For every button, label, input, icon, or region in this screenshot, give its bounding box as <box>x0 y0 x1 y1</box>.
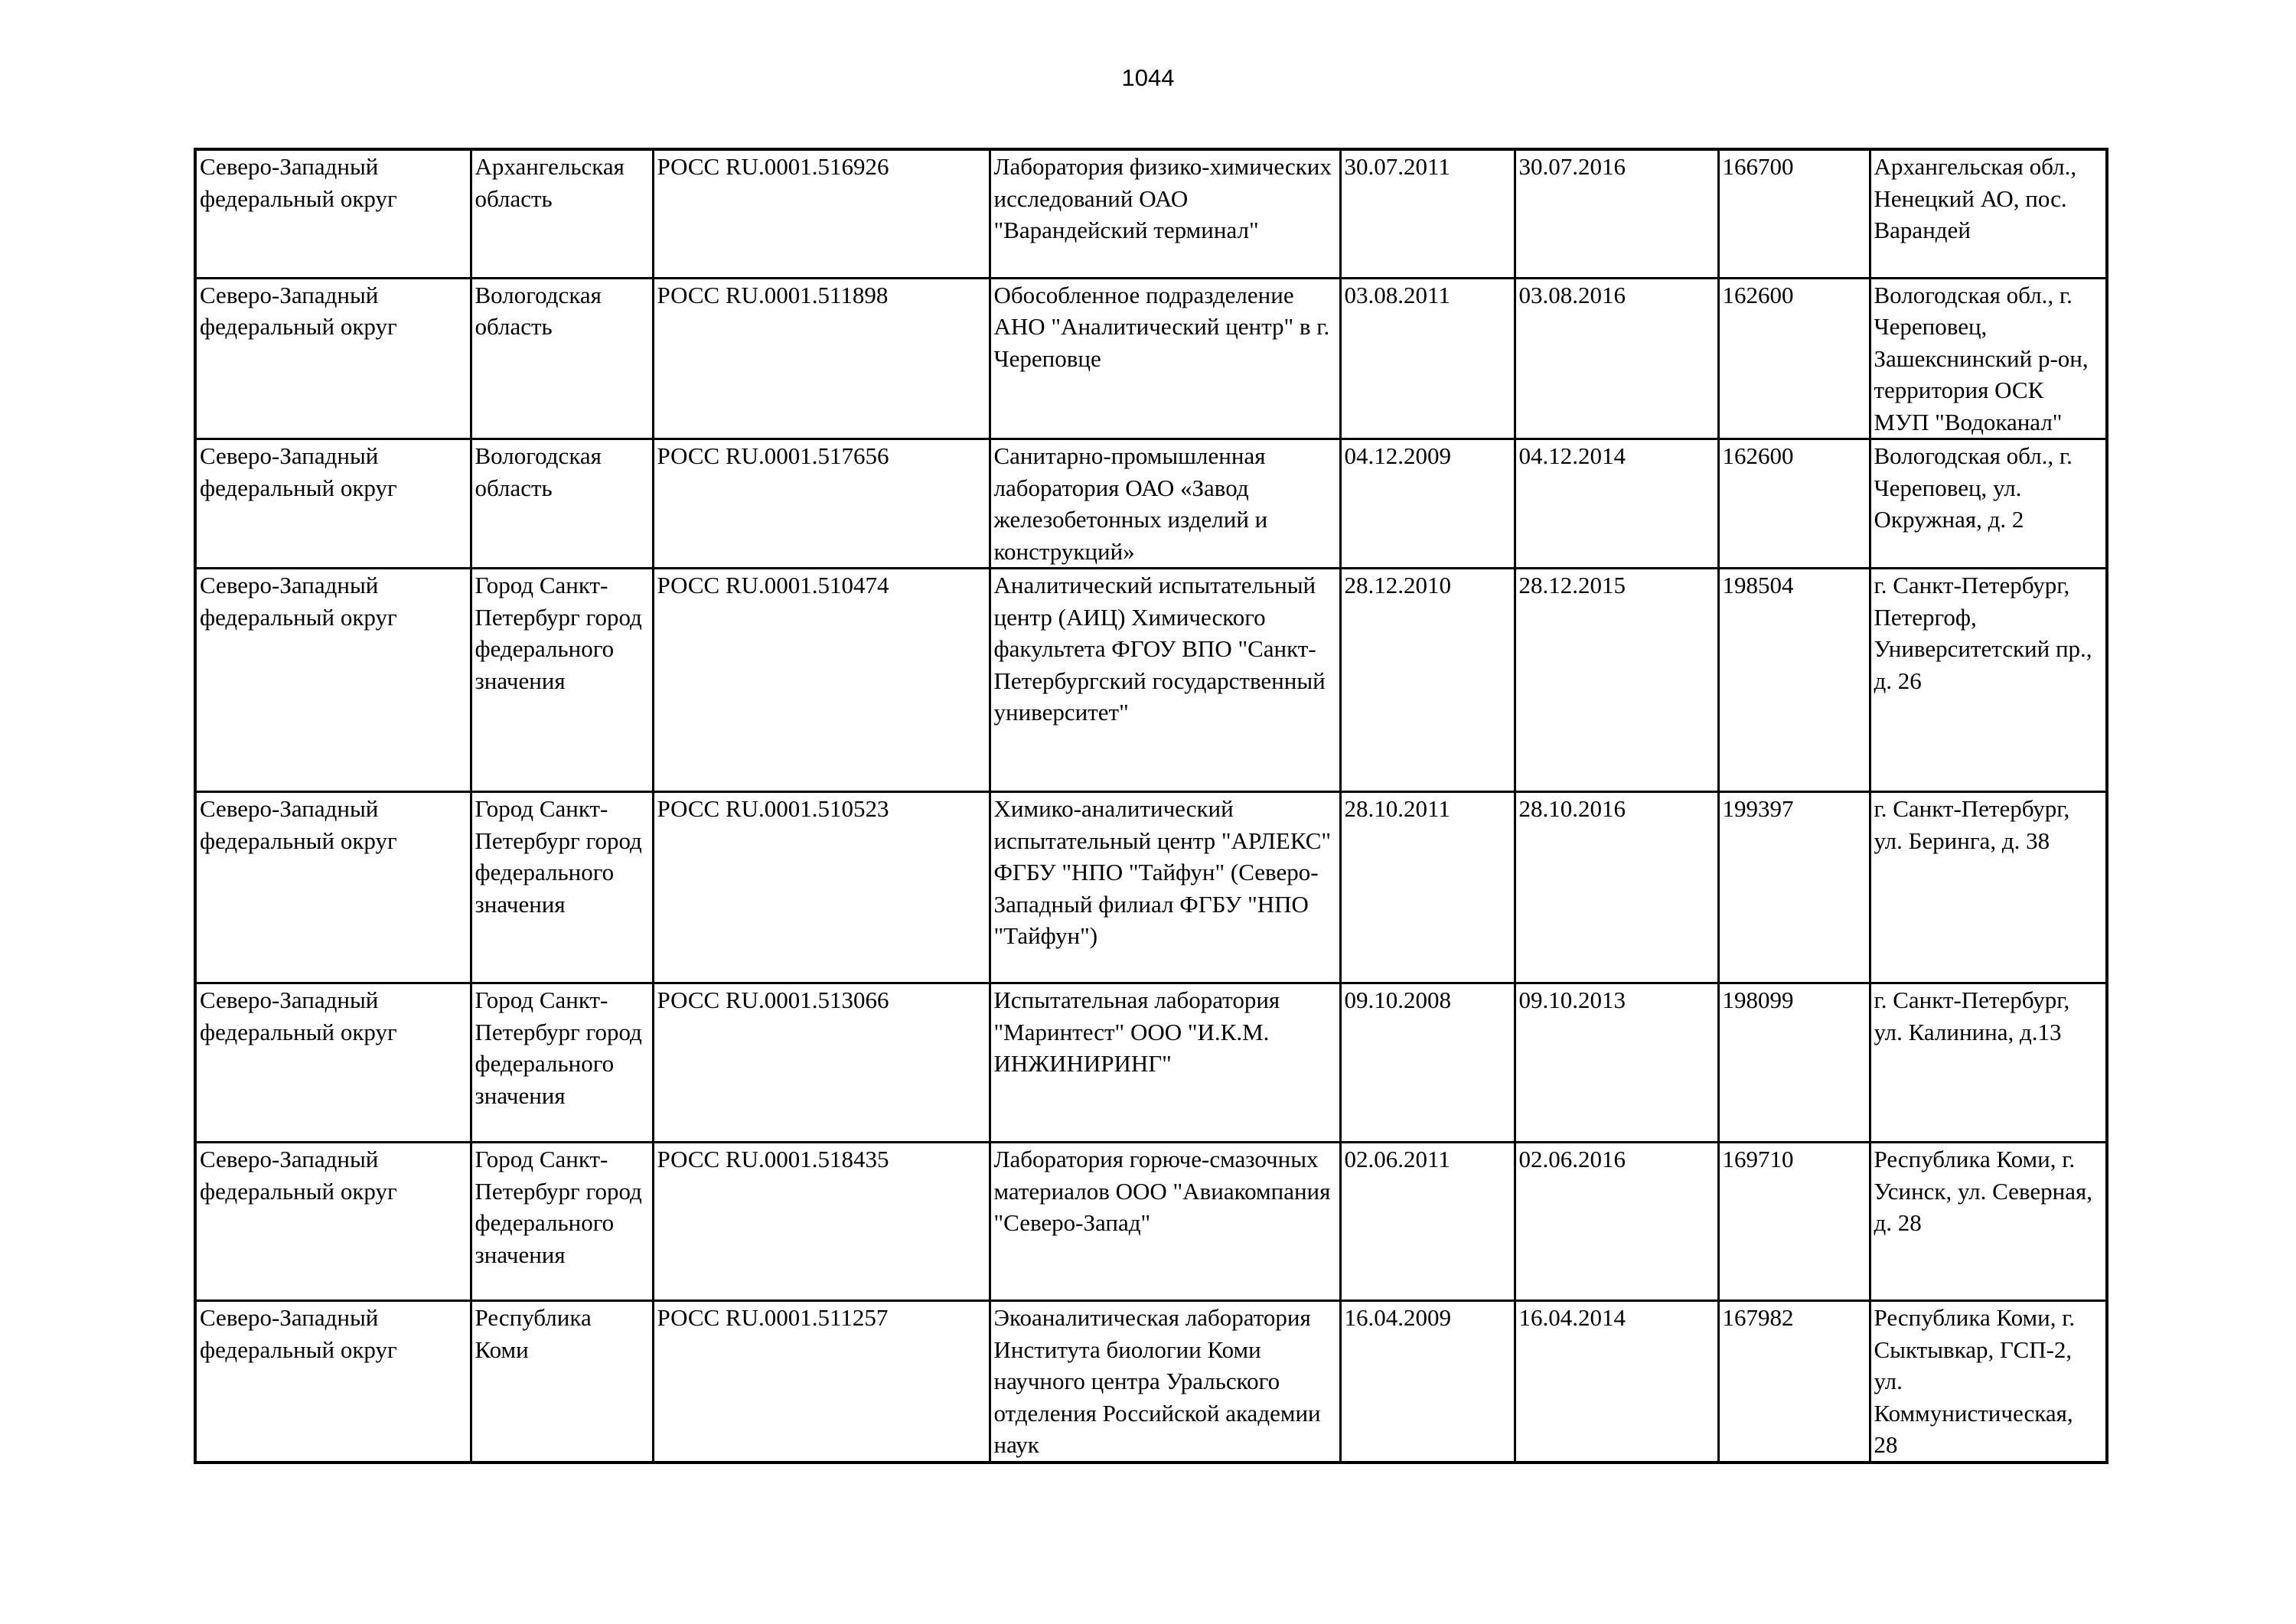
region-cell: Вологодская область <box>471 439 653 569</box>
region-cell: Город Санкт-Петербург город федерального значения <box>471 983 653 1143</box>
table-row <box>195 278 2107 439</box>
valid-from-cell: 30.07.2011 <box>1340 149 1515 278</box>
valid-from-cell: 09.10.2008 <box>1340 983 1515 1143</box>
region-cell: Город Санкт-Петербург город федерального значения <box>471 792 653 983</box>
valid-to-cell: 28.12.2015 <box>1515 569 1718 792</box>
district-cell: Северо-Западный федеральный округ <box>195 569 471 792</box>
valid-to-cell: 16.04.2014 <box>1515 1301 1718 1463</box>
registration-number-cell: РОСС RU.0001.511257 <box>653 1301 990 1463</box>
postcode-cell: 198504 <box>1718 569 1870 792</box>
registration-number-cell: РОСС RU.0001.518435 <box>653 1143 990 1301</box>
valid-from-cell: 28.12.2010 <box>1340 569 1515 792</box>
valid-to-cell: 04.12.2014 <box>1515 439 1718 569</box>
postcode-cell: 169710 <box>1718 1143 1870 1301</box>
district-cell: Северо-Западный федеральный округ <box>195 983 471 1143</box>
laboratory-name-cell: Лаборатория горюче-смазочных материалов ООО "Авиакомпания "Северо-Запад" <box>990 1143 1340 1301</box>
region-cell: Вологодская область <box>471 278 653 439</box>
district-cell: Северо-Западный федеральный округ <box>195 1301 471 1463</box>
region-cell: Архангельская область <box>471 149 653 278</box>
region-cell: Республика Коми <box>471 1301 653 1463</box>
postcode-cell: 162600 <box>1718 439 1870 569</box>
postcode-cell: 199397 <box>1718 792 1870 983</box>
region-cell: Город Санкт-Петербург город федерального значения <box>471 569 653 792</box>
valid-from-cell: 16.04.2009 <box>1340 1301 1515 1463</box>
district-cell: Северо-Западный федеральный округ <box>195 1143 471 1301</box>
valid-from-cell: 02.06.2011 <box>1340 1143 1515 1301</box>
table-row <box>195 149 2107 278</box>
district-cell: Северо-Западный федеральный округ <box>195 439 471 569</box>
address-cell: Вологодская обл., г. Череповец, Зашекснинский р-он, территория ОСК МУП "Водоканал" <box>1870 278 2107 439</box>
address-cell: г. Санкт-Петербург, ул. Беринга, д. 38 <box>1870 792 2107 983</box>
table-row <box>195 569 2107 792</box>
valid-from-cell: 04.12.2009 <box>1340 439 1515 569</box>
postcode-cell: 198099 <box>1718 983 1870 1143</box>
registration-number-cell: РОСС RU.0001.516926 <box>653 149 990 278</box>
laboratory-name-cell: Аналитический испытательный центр (АИЦ) Химического факультета ФГОУ ВПО "Санкт-Петербургский государственный университет" <box>990 569 1340 792</box>
valid-from-cell: 03.08.2011 <box>1340 278 1515 439</box>
registration-number-cell: РОСС RU.0001.513066 <box>653 983 990 1143</box>
address-cell: Архангельская обл., Ненецкий АО, пос. Варандей <box>1870 149 2107 278</box>
valid-to-cell: 03.08.2016 <box>1515 278 1718 439</box>
valid-to-cell: 28.10.2016 <box>1515 792 1718 983</box>
postcode-cell: 166700 <box>1718 149 1870 278</box>
district-cell: Северо-Западный федеральный округ <box>195 278 471 439</box>
region-cell: Город Санкт-Петербург город федерального значения <box>471 1143 653 1301</box>
laboratory-registry-table <box>194 148 2108 1464</box>
district-cell: Северо-Западный федеральный округ <box>195 149 471 278</box>
address-cell: г. Санкт-Петербург, Петергоф, Университетский пр., д. 26 <box>1870 569 2107 792</box>
laboratory-name-cell: Экоаналитическая лаборатория Института биологии Коми научного центра Уральского отделения Российской академии наук <box>990 1301 1340 1463</box>
address-cell: Республика Коми, г. Усинск, ул. Северная, д. 28 <box>1870 1143 2107 1301</box>
table-row <box>195 1143 2107 1301</box>
valid-to-cell: 02.06.2016 <box>1515 1143 1718 1301</box>
registration-number-cell: РОСС RU.0001.510523 <box>653 792 990 983</box>
registration-number-cell: РОСС RU.0001.510474 <box>653 569 990 792</box>
valid-to-cell: 09.10.2013 <box>1515 983 1718 1143</box>
district-cell: Северо-Западный федеральный округ <box>195 792 471 983</box>
page-number: 1044 <box>1121 64 1175 91</box>
address-cell: г. Санкт-Петербург, ул. Калинина, д.13 <box>1870 983 2107 1143</box>
address-cell: Республика Коми, г. Сыктывкар, ГСП-2, ул. Коммунистическая, 28 <box>1870 1301 2107 1463</box>
address-cell: Вологодская обл., г. Череповец, ул. Окружная, д. 2 <box>1870 439 2107 569</box>
registration-number-cell: РОСС RU.0001.517656 <box>653 439 990 569</box>
table-row <box>195 983 2107 1143</box>
table-row <box>195 1301 2107 1463</box>
laboratory-name-cell: Химико-аналитический испытательный центр "АРЛЕКС" ФГБУ "НПО "Тайфун" (Северо-Западный филиал ФГБУ "НПО "Тайфун") <box>990 792 1340 983</box>
table-row <box>195 439 2107 569</box>
valid-to-cell: 30.07.2016 <box>1515 149 1718 278</box>
postcode-cell: 162600 <box>1718 278 1870 439</box>
registration-number-cell: РОСС RU.0001.511898 <box>653 278 990 439</box>
laboratory-name-cell: Лаборатория физико-химических исследований ОАО "Варандейский терминал" <box>990 149 1340 278</box>
laboratory-name-cell: Санитарно-промышленная лаборатория ОАО «Завод железобетонных изделий и конструкций» <box>990 439 1340 569</box>
table-row <box>195 792 2107 983</box>
postcode-cell: 167982 <box>1718 1301 1870 1463</box>
laboratory-name-cell: Испытательная лаборатория "Маринтест" ООО "И.К.М. ИНЖИНИРИНГ" <box>990 983 1340 1143</box>
valid-from-cell: 28.10.2011 <box>1340 792 1515 983</box>
laboratory-name-cell: Обособленное подразделение АНО "Аналитический центр" в г. Череповце <box>990 278 1340 439</box>
